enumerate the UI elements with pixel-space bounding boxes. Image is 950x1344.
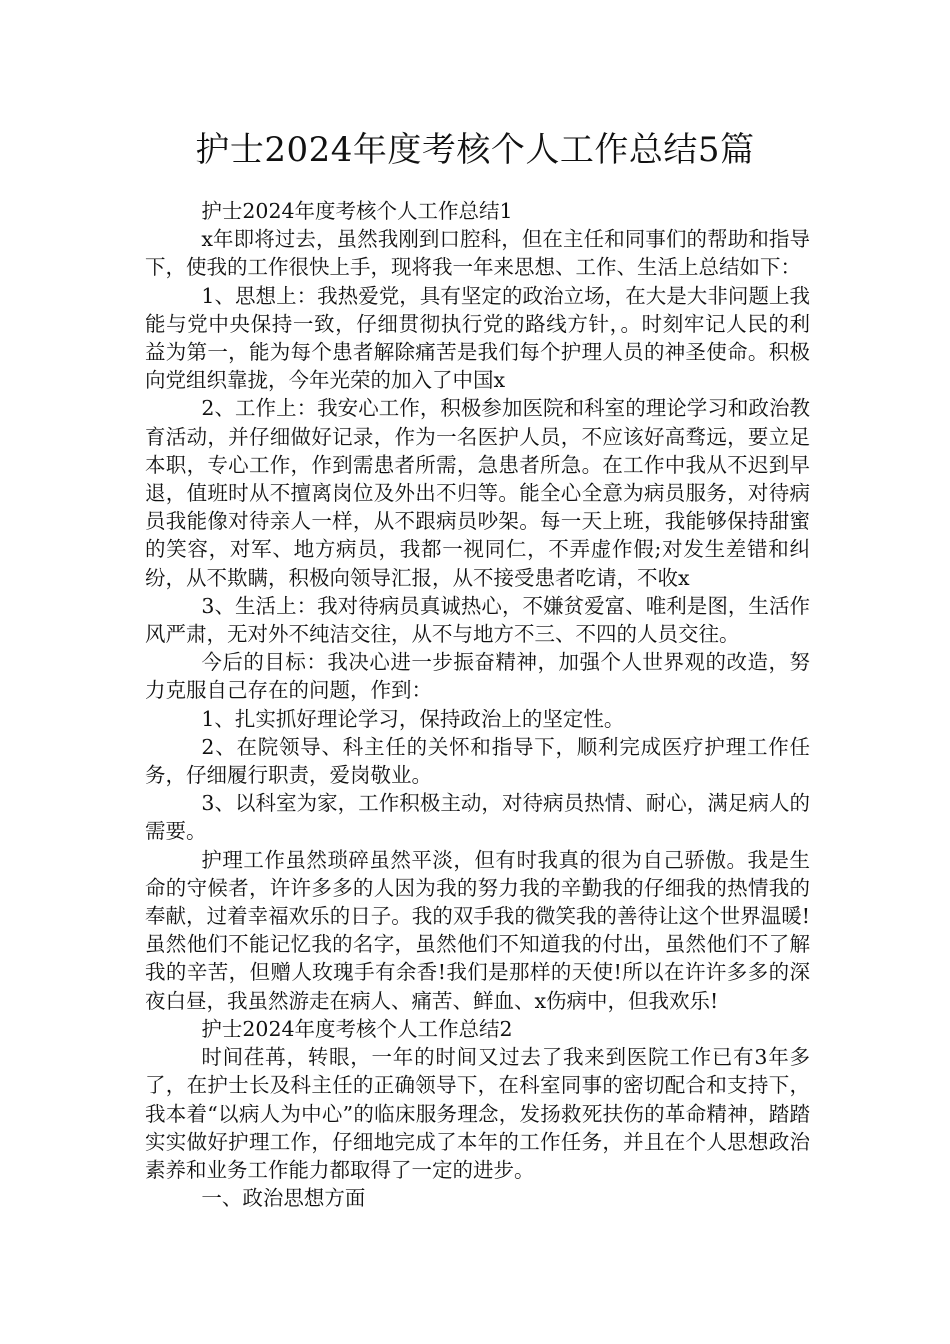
paragraph: 护理工作虽然琐碎虽然平淡，但有时我真的很为自己骄傲。我是生命的守候者，许许多多的人因为我的努力我的辛勤我的仔细我的热情我的奉献，过着幸福欢乐的日子。我的双手我的微笑我的善待让这个世界温暖!虽然他们不能记忆我的名字，虽然他们不知道我的付出，虽然他们不了解我的辛苦，但赠人玫瑰手有余香!我们是那样的天使!所以在许许多多的深夜白昼，我虽然游走在病人、痛苦、鲜血、x伤病中，但我欢乐! [145, 847, 810, 1013]
section-heading-2: 护士2024年度考核个人工作总结2 [201, 1016, 513, 1041]
paragraph: 时间荏苒，转眼，一年的时间又过去了我来到医院工作已有3年多了，在护士长及科主任的正确领导下，在科室同事的密切配合和支持下，我本着“以病人为中心”的临床服务理念，发扬救死扶伤的革命精神，踏踏实实做好护理工作，仔细地完成了本年的工作任务，并且在个人思想政治素养和业务工作能力都取得了一定的进步。 [145, 1045, 810, 1182]
section-heading-1: 护士2024年度考核个人工作总结1 [201, 199, 513, 223]
paragraph: 3、生活上：我对待病员真诚热心，不嫌贫爱富、唯利是图，生活作风严肃，无对外不纯洁交往，从不与地方不三、不四的人员交往。 [145, 593, 810, 647]
paragraph: 今后的目标：我决心进一步振奋精神，加强个人世界观的改造，努力克服自己存在的问题，作到： [145, 650, 810, 703]
paragraph: 1、思想上：我热爱党，具有坚定的政治立场，在大是大非问题上我能与党中央保持一致，仔细贯彻执行党的路线方针，。时刻牢记人民的利益为第一，能为每个患者解除痛苦是我们每个护理人员的神圣使命。积极向党组织靠拢，今年光荣的加入了中国x [145, 283, 810, 393]
document-body [145, 197, 810, 1212]
paragraph: 2、在院领导、科主任的关怀和指导下，顺利完成医疗护理工作任务，仔细履行职责，爱岗敬业。 [145, 734, 810, 788]
document-title: 护士2024年度考核个人工作总结5篇 [195, 130, 755, 170]
subheading: 一、政治思想方面 [201, 1186, 366, 1211]
paragraph: 3、以科室为家，工作积极主动，对待病员热情、耐心，满足病人的需要。 [145, 791, 810, 844]
paragraph: 1、扎实抓好理论学习，保持政治上的坚定性。 [201, 706, 625, 731]
paragraph: x年即将过去，虽然我刚到口腔科，但在主任和同事们的帮助和指导下，使我的工作很快上手，现将我一年来思想、工作、生活上总结如下： [145, 227, 810, 280]
paragraph: 2、工作上：我安心工作，积极参加医院和科室的理论学习和政治教育活动，并仔细做好记录，作为一名医护人员，不应该好高骛远，要立足本职，专心工作，作到需患者所需，急患者所急。在工作中我从不迟到早退，值班时从不擅离岗位及外出不归等。能全心全意为病员服务，对待病员我能像对待亲人一样，从不跟病员吵架。每一天上班，我能够保持甜蜜的笑容，对军、地方病员，我都一视同仁，不弄虚作假;对发生差错和纠纷，从不欺瞒，积极向领导汇报，从不接受患者吃请，不收x [145, 396, 810, 590]
